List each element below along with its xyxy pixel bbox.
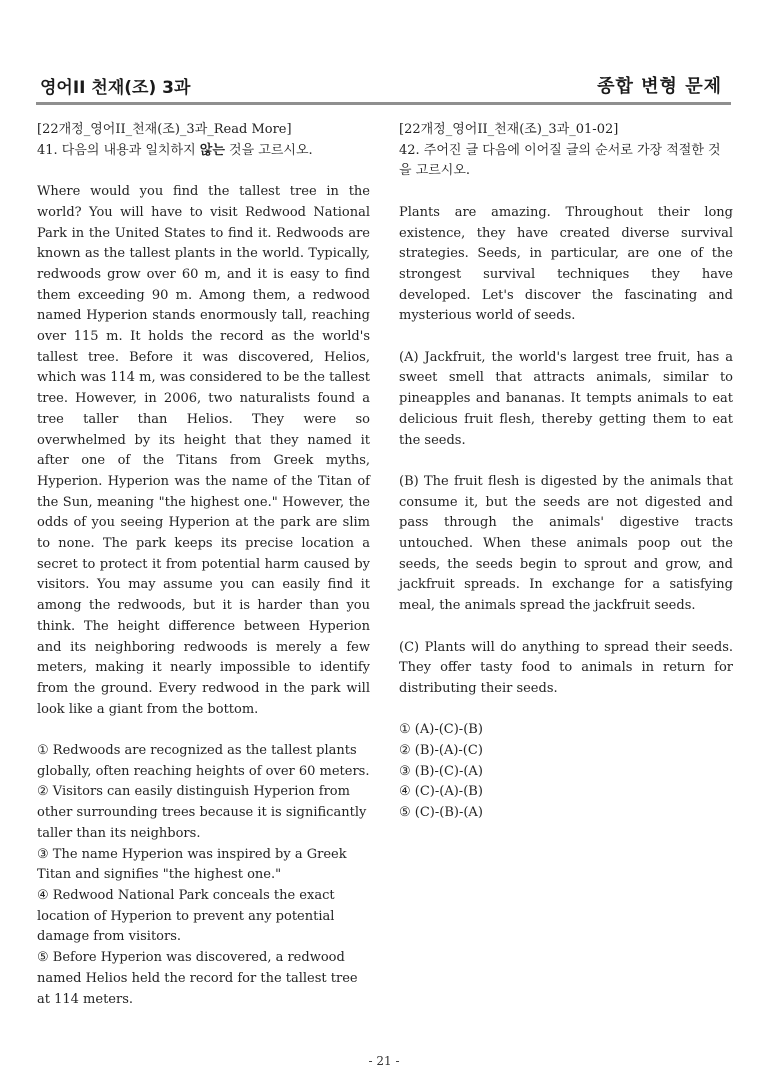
page-number: - 21 - (368, 1054, 400, 1068)
answer-option-5[interactable]: ⑤ (C)-(B)-(A) (399, 805, 483, 821)
question-stem-part: 것을 고르시오. (224, 142, 313, 158)
paragraph-c: (C) Plants will do anything to spread their seeds. They offer tasty food to animals in return for distributing their seeds. (399, 639, 733, 696)
question-source-tag: [22개정_영어II_천재(조)_3과_Read More] (37, 122, 292, 137)
question-stem: 42. 주어진 글 다음에 이어질 글의 순서로 가장 적절한 것을 고르시오. (399, 142, 721, 179)
question-source-tag: [22개정_영어II_천재(조)_3과_01-02] (399, 122, 619, 137)
answer-option-4[interactable]: ④ (C)-(A)-(B) (399, 784, 483, 800)
question-stem (37, 141, 370, 162)
question-41 (37, 120, 370, 1010)
reading-passage: Where would you find the tallest tree in the world? You will have to visit Redwood National Park in the United States to find it. Redwoods are known as the tallest plants in the world. Typically, redwoods grow over 60 m, and it is easy to find them exceeding 90 m. Among them, a redwood named Hyperion stands enormously tall, reaching over 115 m. It holds the record as the world's tallest tree. Before it was discovered, Helios, which was 114 m, was considered to be the tallest tree. However, in 2006, two naturalists found a tree taller than Helios. They were so overwhelmed by its height that they named it after one of the Titans from Greek myths, Hyperion. Hyperion was the name of the Titan of the Sun, meaning "the highest one." However, the odds of you seeing Hyperion at the park are slim to none. The park keeps its precise location a secret to protect it from potential harm caused by visitors. You may assume you can easily find it among the redwoods, but it is harder than you think. The height difference between Hyperion and its neighboring redwoods is merely a few meters, making it nearly impossible to identify from the ground. Every redwood in the park will look like a giant from the bottom. (37, 184, 370, 717)
answer-option-3[interactable]: ③ (B)-(C)-(A) (399, 763, 483, 779)
answer-option-1[interactable]: ① Redwoods are recognized as the tallest plants globally, often reaching heights of over 60 meters. (37, 743, 370, 779)
answer-option-5[interactable]: ⑤ Before Hyperion was discovered, a redwood named Helios held the record for the tallest tree at 114 meters. (37, 950, 358, 1007)
paragraph-b: (B) The fruit flesh is digested by the animals that consume it, but the seeds are not digested and pass through the animals' digestive tracts untouched. When these animals poop out the seeds, the seeds begin to sprout and grow, and jackfruit spreads. In exchange for a satisfying meal, the animals spread the jackfruit seeds. (399, 473, 733, 614)
section-title: 종합 변형 문제 (597, 76, 722, 97)
answer-option-4[interactable]: ④ Redwood National Park conceals the exact location of Hyperion to prevent any potential damage from visitors. (37, 887, 335, 945)
answer-option-2[interactable]: ② (B)-(A)-(C) (399, 743, 483, 759)
header-divider (36, 102, 731, 105)
intro-passage: Plants are amazing. Throughout their long existence, they have created diverse survival strategies. Seeds, in particular, are one of the strongest survival techniques they have developed. Let's discover the fascinating and mysterious world of seeds. (399, 204, 733, 324)
answer-option-1[interactable]: ① (A)-(C)-(B) (399, 722, 483, 738)
question-stem-part: 41. 다음의 내용과 일치하지 (37, 142, 200, 158)
answer-option-3[interactable]: ③ The name Hyperion was inspired by a Greek Titan and signifies "the highest one." (37, 846, 347, 883)
answer-option-2[interactable]: ② Visitors can easily distinguish Hyperion from other surrounding trees because it is significantly taller than its neighbors. (37, 784, 367, 841)
unit-title: 영어II 천재(조) 3과 (40, 78, 191, 98)
question-stem-emphasis: 않는 (199, 142, 225, 158)
paragraph-a: (A) Jackfruit, the world's largest tree fruit, has a sweet smell that attracts animals, similar to pineapples and bananas. It tempts animals to eat delicious fruit flesh, thereby getting them to eat the seeds. (399, 349, 733, 448)
question-42 (399, 120, 733, 824)
